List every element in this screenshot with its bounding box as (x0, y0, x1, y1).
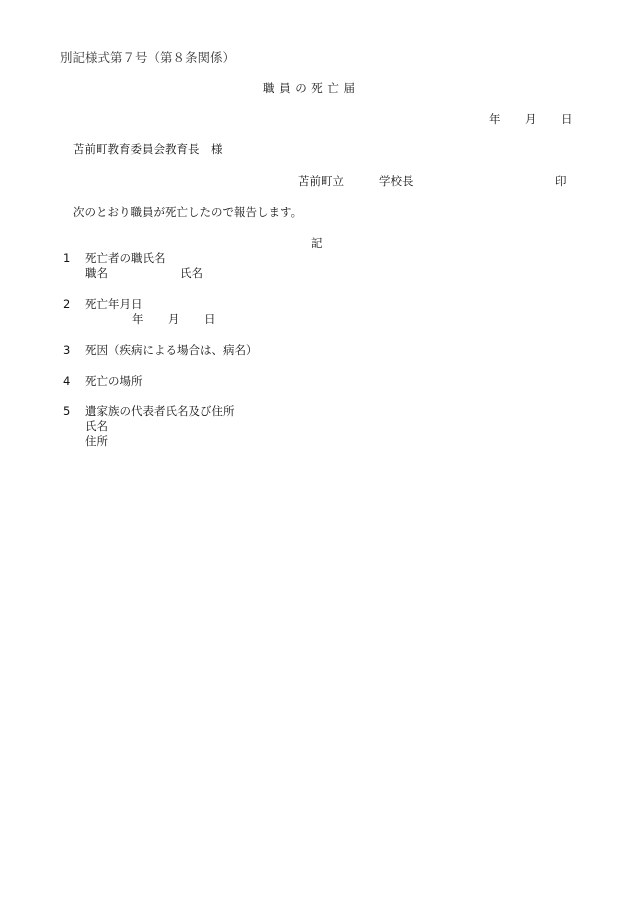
intro-text: 次のとおり職員が死亡したので報告します。 (73, 205, 303, 219)
item-title: 死因（疾病による場合は、病名） (85, 343, 258, 357)
item-title: 死亡の場所 (85, 374, 143, 388)
date-year-label: 年 (489, 112, 501, 126)
name-label: 氏名 (180, 266, 203, 280)
item-title: 遺家族の代表者氏名及び住所 (85, 404, 235, 418)
sender-principal-label: 学校長 (379, 174, 414, 188)
record-label: 記 (311, 236, 323, 250)
item-title: 死亡年月日 (85, 297, 143, 311)
item-number: 2 (63, 297, 71, 311)
date-month-label: 月 (525, 112, 537, 126)
item-title: 死亡者の職氏名 (85, 251, 166, 265)
item-number: 3 (63, 343, 71, 357)
item-number: 4 (63, 374, 71, 388)
date-day-label: 日 (561, 112, 573, 126)
family-name-label: 氏名 (85, 419, 108, 433)
position-label: 職名 (85, 266, 108, 280)
death-year-label: 年 (132, 312, 144, 326)
item-number: 1 (63, 251, 71, 265)
death-day-label: 日 (204, 312, 216, 326)
item-number: 5 (63, 404, 71, 418)
family-address-label: 住所 (85, 434, 108, 448)
document-title: 職員の死亡届 (263, 81, 360, 95)
death-month-label: 月 (168, 312, 180, 326)
form-number: 別記様式第７号（第８条関係） (60, 50, 236, 65)
sender-school-prefix: 苫前町立 (298, 174, 344, 188)
addressee: 苫前町教育委員会教育長 様 (73, 142, 223, 156)
seal-label: 印 (555, 174, 567, 188)
